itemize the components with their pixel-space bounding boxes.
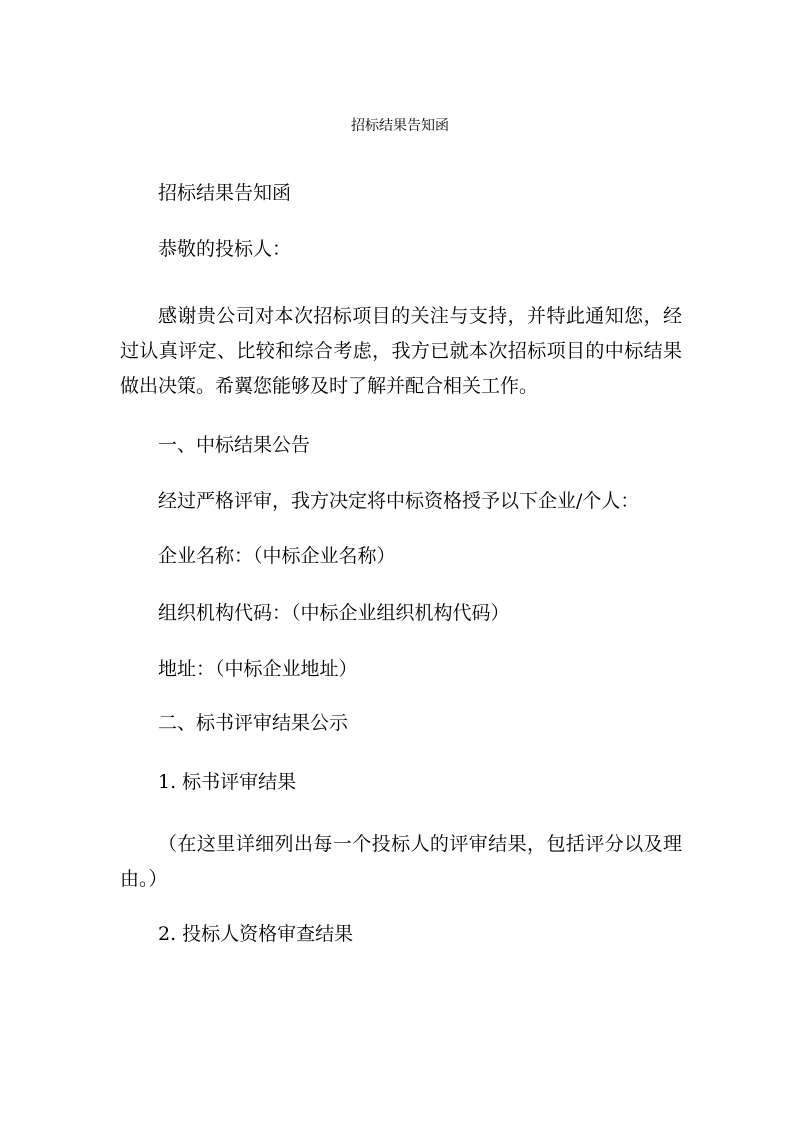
- org-code-line: 组织机构代码：（中标企业组织机构代码）: [158, 602, 510, 624]
- company-name-line: 企业名称：（中标企业名称）: [158, 545, 396, 567]
- document-title: 招标结果告知函: [158, 182, 292, 204]
- address-line: 地址：（中标企业地址）: [158, 658, 358, 680]
- section-heading-award-notice: 一、中标结果公告: [158, 434, 311, 456]
- award-statement: 经过严格评审，我方决定将中标资格授予以下企业/个人：: [158, 490, 640, 512]
- subsection-heading-qualification: 2. 投标人资格审查结果: [158, 923, 354, 945]
- page-header: 招标结果告知函: [351, 118, 449, 134]
- review-results-note: （在这里详细列出每一个投标人的评审结果，包括评分以及理由。）: [120, 833, 682, 890]
- document-body: [120, 0, 682, 1132]
- salutation: 恭敬的投标人：: [158, 238, 292, 260]
- intro-paragraph: 感谢贵公司对本次招标项目的关注与支持，并特此通知您，经过认真评定、比较和综合考虑，我方已就本次招标项目的中标结果做出决策。希翼您能够及时了解并配合相关工作。: [120, 305, 682, 397]
- section-heading-bid-review: 二、标书评审结果公示: [158, 712, 349, 734]
- subsection-heading-review-results: 1. 标书评审结果: [158, 771, 297, 793]
